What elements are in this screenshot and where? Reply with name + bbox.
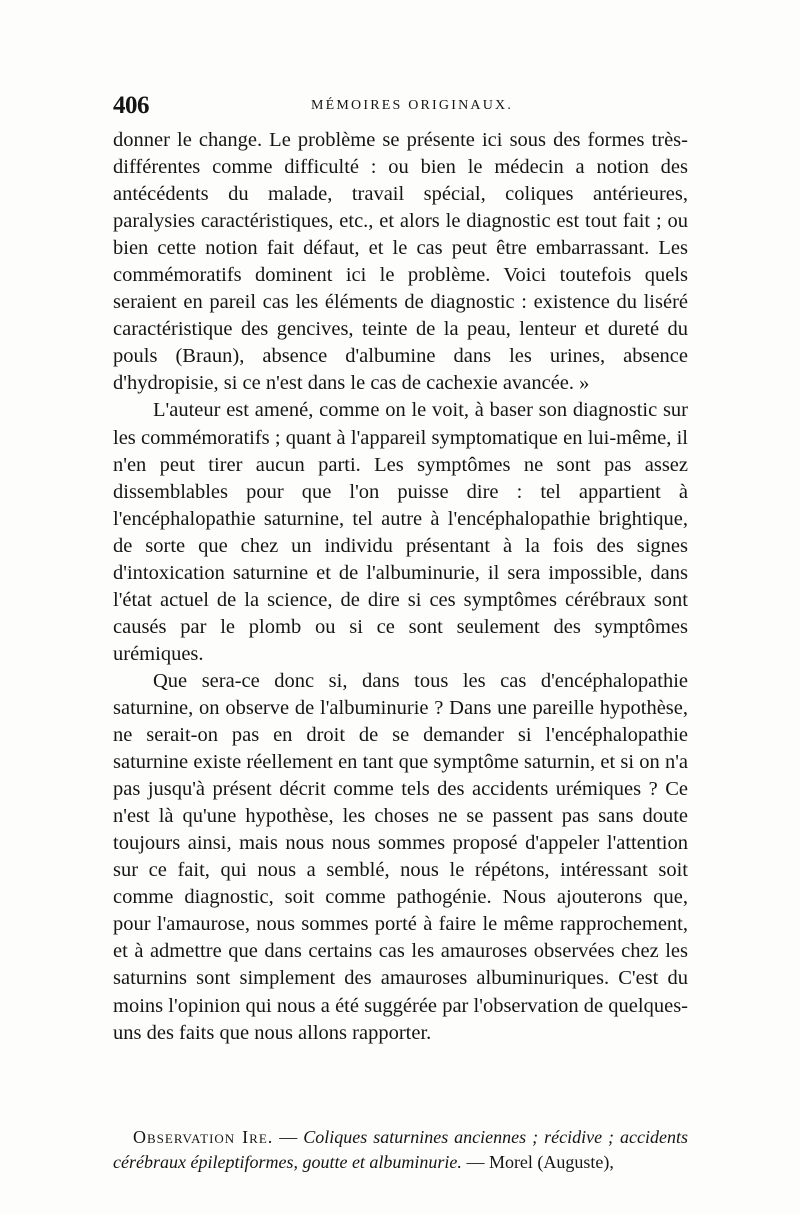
observation-patient: Morel (Auguste), [488,1152,614,1172]
paragraph: L'auteur est amené, comme on le voit, à baser son diagnostic sur les commémoratifs ; quant à l'appareil symptomatique en lui-même, il n'en peut tirer aucun parti. Les symptômes ne sont pas assez dissemblables pour que l'on puisse dire : tel appartient à l'encéphalopathie saturnine, tel autre à l'encéphalopathie brightique, de sorte que chez un individu présentant à la fois des signes d'intoxication saturnine et de l'albuminurie, il sera impossible, dans l'état actuel de la science, de dire si ces symptômes cérébraux sont causés par le plomb ou si ce sont seulement des symptômes urémiques. [113,399,688,665]
observation-dash: — [461,1152,489,1172]
page-number: 406 [113,92,149,119]
running-title: MÉMOIRES ORIGINAUX. [311,98,514,113]
observation-separator: — [273,1127,304,1147]
running-head [113,92,688,122]
observation-label: Observation Ire. [133,1127,274,1147]
body-text [113,127,688,1047]
paragraph-continued: donner le change. Le problème se présente ici sous des formes très-différentes comme difficulté : ou bien le médecin a notion des antécédents du malade, travail spécial, coliques antérieures, paralysies caractéristiques, etc., et alors le diagnostic est tout fait ; ou bien cette notion fait défaut, et le cas peut être embarrassant. Les commémoratifs dominent ici le problème. Voici toutefois quels seraient en pareil cas les éléments de diagnostic : existence du liséré caractéristique des gencives, teinte de la peau, lenteur et dureté du pouls (Braun), absence d'albumine dans les urines, absence d'hydropisie, si ce n'est dans le cas de cachexie avancée. » [113,129,688,395]
paragraph: Que sera-ce donc si, dans tous les cas d'encéphalopathie saturnine, on observe de l'albuminurie ? Dans une pareille hypothèse, ne serait-on pas en droit de se demander si l'encéphalopathie saturnine existe réellement en tant que symptôme saturnin, et si on n'a pas jusqu'à présent décrit comme tels des accidents urémiques ? Ce n'est là qu'une hypothèse, les choses ne se passent pas sans doute toujours ainsi, mais nous nous sommes proposé d'appeler l'attention sur ce fait, qui nous a semblé, nous le répétons, intéressant soit comme diagnostic, soit comme pathogénie. Nous ajouterons que, pour l'amaurose, nous sommes porté à faire le même rapprochement, et à admettre que dans certains cas les amauroses observées chez les saturnins sont simplement des amauroses albuminuriques. C'est du moins l'opinion qui nous a été suggérée par l'observation de quelques-uns des faits que nous allons rapporter. [113,669,688,1044]
observation-heading [113,1125,688,1175]
observation-title: Coliques saturnines anciennes ; récidive ; accidents cérébraux épileptiformes, goutte et albuminurie. [113,1127,688,1172]
